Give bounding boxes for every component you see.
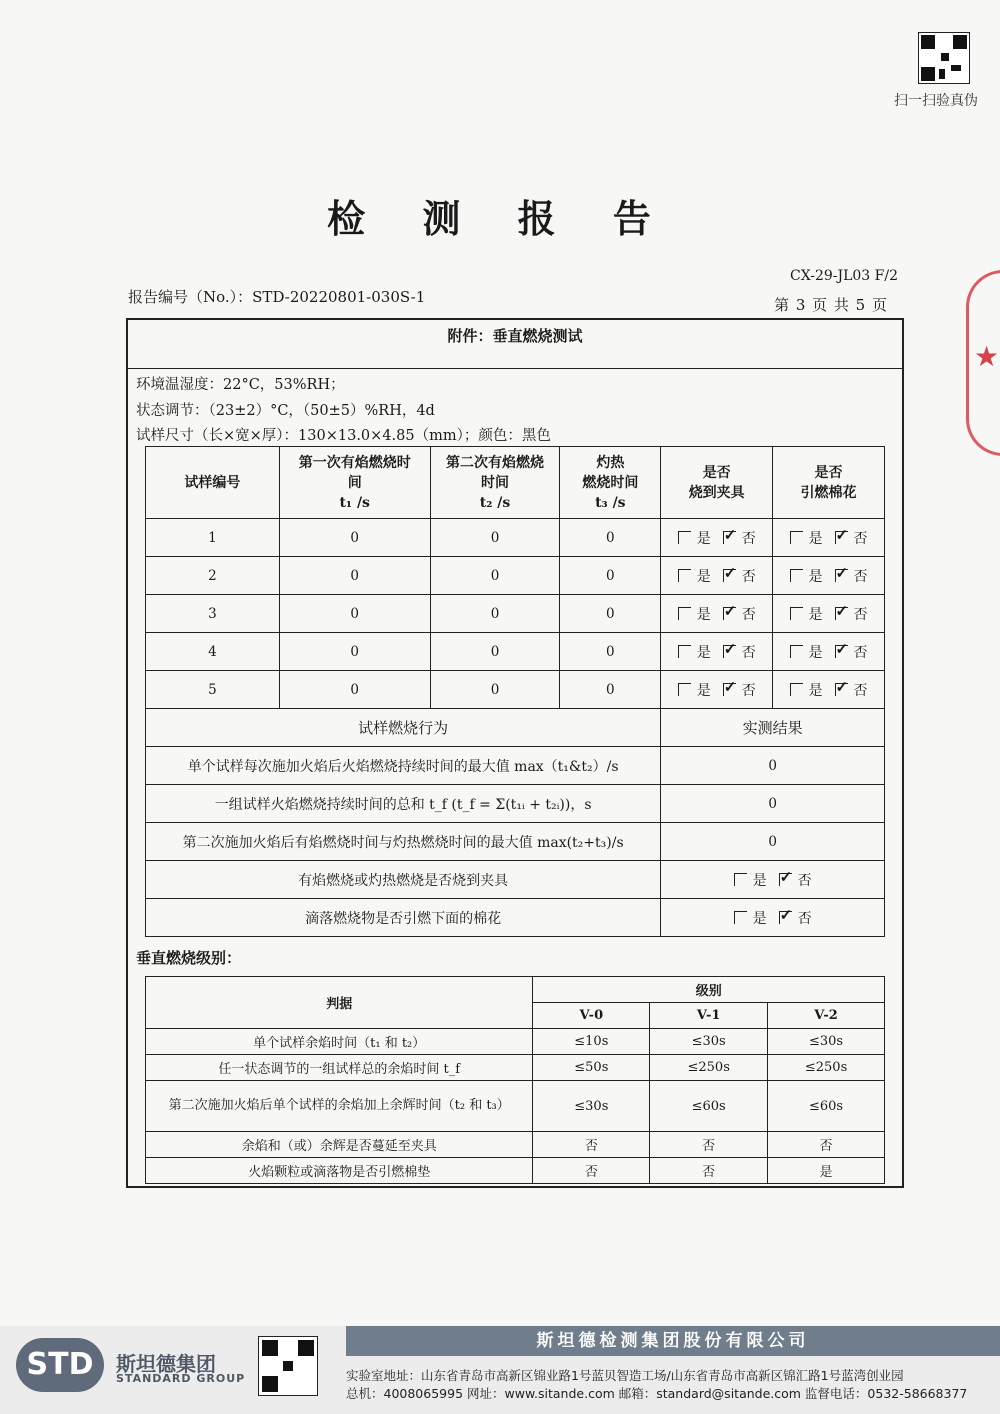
- header-clamp: [661, 447, 773, 519]
- header-t1: [279, 447, 430, 519]
- level-v2: V-2: [768, 1003, 885, 1029]
- table-row: [146, 1055, 885, 1081]
- checkbox-icon: [723, 607, 736, 620]
- checkbox-icon: [790, 531, 803, 544]
- header-t2: [430, 447, 560, 519]
- no-label: 否: [853, 606, 868, 623]
- checkbox-icon: [678, 645, 691, 658]
- yes-label: 是: [808, 606, 823, 623]
- report-number: 报告编号（No.）：STD-20220801-030S-1: [128, 288, 426, 306]
- behavior-result: [661, 899, 885, 937]
- table-row: [146, 785, 885, 823]
- criteria-value: 否: [650, 1132, 768, 1158]
- cotton-cell: [773, 519, 885, 557]
- header-cotton-line1: 是否: [814, 464, 843, 481]
- criteria-value: ≤50s: [533, 1055, 650, 1081]
- no-label: 否: [853, 568, 868, 585]
- sample-id: 3: [146, 595, 280, 633]
- header-t3: [560, 447, 661, 519]
- clamp-no-option[interactable]: [723, 645, 756, 661]
- no-label: 否: [741, 568, 756, 585]
- no-label: 否: [741, 530, 756, 547]
- no-label: 否: [741, 606, 756, 623]
- criteria-label: 余焰和（或）余辉是否蔓延至夹具: [146, 1132, 533, 1158]
- yes-label: 是: [808, 644, 823, 661]
- cotton-yes-option[interactable]: [790, 569, 823, 585]
- behavior-label: 第二次施加火焰后有焰燃烧时间与灼热燃烧时间的最大值 max(t₂+t₃)/s: [146, 823, 661, 861]
- company-name-band: 斯坦德检测集团股份有限公司: [346, 1326, 1000, 1356]
- behavior-label: 滴落燃烧物是否引燃下面的棉花: [146, 899, 661, 937]
- attachment-title: 附件：垂直燃烧测试: [447, 327, 583, 345]
- footer-qr-code[interactable]: [258, 1336, 318, 1396]
- clamp-yes-option[interactable]: [678, 569, 711, 585]
- result-no-option[interactable]: [779, 911, 812, 927]
- no-label: 否: [853, 530, 868, 547]
- behavior-label: 单个试样每次施加火焰后火焰燃烧持续时间的最大值 max（t₁&t₂）/s: [146, 747, 661, 785]
- std-logo: STD: [16, 1338, 104, 1392]
- criteria-header: 判据: [146, 977, 533, 1029]
- criteria-label: 火焰颗粒或滴落物是否引燃棉垫: [146, 1158, 533, 1184]
- checkbox-icon: [835, 645, 848, 658]
- lab-address: 实验室地址：山东省青岛市高新区锦业路1号蓝贝智造工场/山东省青岛市高新区锦汇路1号蓝湾创业园: [346, 1368, 904, 1383]
- criteria-value: ≤250s: [768, 1055, 885, 1081]
- condition-sample-size: 试样尺寸（长×宽×厚）：130×13.0×4.85（mm）；颜色：黑色: [136, 428, 551, 444]
- sample-t2: 0: [430, 671, 560, 709]
- page-indicator: 第 3 页 共 5 页: [774, 296, 888, 314]
- clamp-no-option[interactable]: [723, 569, 756, 585]
- table-row: [146, 595, 885, 633]
- header-cotton-line2: 引燃棉花: [800, 484, 857, 501]
- level-v1: V-1: [650, 1003, 768, 1029]
- clamp-yes-option[interactable]: [678, 531, 711, 547]
- header-t2-line2: 时间: [481, 474, 509, 491]
- sample-t1: 0: [279, 671, 430, 709]
- criteria-value: ≤60s: [650, 1081, 768, 1132]
- table-row: [146, 633, 885, 671]
- header-cotton: [773, 447, 885, 519]
- criteria-label: 任一状态调节的一组试样总的余焰时间 t_f: [146, 1055, 533, 1081]
- header-t2-unit: t₂ /s: [479, 494, 511, 511]
- clamp-no-option[interactable]: [723, 683, 756, 699]
- sample-id: 4: [146, 633, 280, 671]
- behavior-result: 0: [661, 785, 885, 823]
- checkbox-icon: [734, 911, 747, 924]
- checkbox-icon: [790, 683, 803, 696]
- cotton-no-option[interactable]: [835, 607, 868, 623]
- table-row: [146, 519, 885, 557]
- table-row: [146, 557, 885, 595]
- yes-label: 是: [808, 530, 823, 547]
- cotton-no-option[interactable]: [835, 531, 868, 547]
- grade-title: 垂直燃烧级别：: [136, 949, 242, 967]
- cotton-no-option[interactable]: [835, 569, 868, 585]
- criteria-value: 是: [768, 1158, 885, 1184]
- brand-name-cn: 斯坦德集团: [116, 1352, 216, 1376]
- table-row: [146, 671, 885, 709]
- header-sample-id: 试样编号: [146, 447, 280, 519]
- criteria-value: ≤10s: [533, 1029, 650, 1055]
- header-t3-unit: t₃ /s: [595, 494, 626, 511]
- checkbox-icon: [678, 569, 691, 582]
- criteria-value: 否: [533, 1158, 650, 1184]
- header-t3-line2: 燃烧时间: [582, 474, 639, 491]
- criteria-value: 否: [533, 1132, 650, 1158]
- criteria-label: 第二次施加火焰后单个试样的余焰加上余辉时间（t₂ 和 t₃）: [146, 1081, 533, 1132]
- checkbox-icon: [790, 569, 803, 582]
- criteria-value: ≤30s: [768, 1029, 885, 1055]
- condition-humidity: 环境温湿度：22°C，53%RH；: [136, 377, 345, 393]
- header-t1-line1: 第一次有焰燃烧时: [298, 454, 411, 471]
- sample-t3: 0: [560, 633, 661, 671]
- yes-label: 是: [696, 530, 711, 547]
- cotton-yes-option[interactable]: [790, 607, 823, 623]
- cotton-yes-option[interactable]: [790, 531, 823, 547]
- sample-t3: 0: [560, 595, 661, 633]
- checkbox-icon: [723, 569, 736, 582]
- cotton-no-option[interactable]: [835, 645, 868, 661]
- cotton-cell: [773, 557, 885, 595]
- header-t1-unit: t₁ /s: [339, 494, 370, 511]
- checkbox-icon: [835, 683, 848, 696]
- sample-t1: 0: [279, 557, 430, 595]
- yes-label: 是: [808, 682, 823, 699]
- sample-t2: 0: [430, 519, 560, 557]
- sample-t3: 0: [560, 557, 661, 595]
- sample-t3: 0: [560, 671, 661, 709]
- yes-label: 是: [752, 910, 767, 927]
- clamp-yes-option[interactable]: [678, 683, 711, 699]
- checkbox-icon: [779, 911, 792, 924]
- header-t1-line2: 间: [347, 474, 362, 491]
- clamp-cell: [661, 519, 773, 557]
- behavior-result: 0: [661, 747, 885, 785]
- sample-t1: 0: [279, 633, 430, 671]
- result-header: 实测结果: [661, 709, 885, 747]
- clamp-no-option[interactable]: [723, 607, 756, 623]
- clamp-cell: [661, 595, 773, 633]
- criteria-value: ≤30s: [533, 1081, 650, 1132]
- sample-id: 1: [146, 519, 280, 557]
- criteria-value: ≤60s: [768, 1081, 885, 1132]
- grade-criteria-table: [145, 976, 885, 1184]
- table-row: [146, 823, 885, 861]
- checkbox-icon: [779, 873, 792, 886]
- cotton-cell: [773, 671, 885, 709]
- result-yes-option[interactable]: [734, 873, 767, 889]
- sample-id: 2: [146, 557, 280, 595]
- no-label: 否: [797, 872, 812, 889]
- behavior-result: [661, 861, 885, 899]
- sample-id: 5: [146, 671, 280, 709]
- clamp-cell: [661, 671, 773, 709]
- level-header: 级别: [533, 977, 885, 1003]
- sample-t2: 0: [430, 557, 560, 595]
- sample-t1: 0: [279, 519, 430, 557]
- yes-label: 是: [808, 568, 823, 585]
- brand-name-en: STANDARD GROUP: [116, 1372, 246, 1385]
- scan-verify-label: 扫一扫验真伪: [894, 93, 978, 109]
- no-label: 否: [853, 644, 868, 661]
- criteria-value: ≤250s: [650, 1055, 768, 1081]
- checkbox-icon: [790, 645, 803, 658]
- cotton-cell: [773, 633, 885, 671]
- header-t3-line1: 灼热: [596, 454, 625, 471]
- cotton-cell: [773, 595, 885, 633]
- table-row: [146, 747, 885, 785]
- no-label: 否: [741, 682, 756, 699]
- level-v0: V-0: [533, 1003, 650, 1029]
- table-row: [146, 1132, 885, 1158]
- criteria-value: 否: [650, 1158, 768, 1184]
- clamp-cell: [661, 557, 773, 595]
- checkbox-icon: [723, 645, 736, 658]
- criteria-value: 否: [768, 1132, 885, 1158]
- cotton-yes-option[interactable]: [790, 683, 823, 699]
- yes-label: 是: [752, 872, 767, 889]
- clamp-no-option[interactable]: [723, 531, 756, 547]
- header-clamp-line1: 是否: [702, 464, 731, 481]
- sample-t3: 0: [560, 519, 661, 557]
- behavior-header: 试样燃烧行为: [146, 709, 661, 747]
- behavior-label: 有焰燃烧或灼热燃烧是否烧到夹具: [146, 861, 661, 899]
- condition-conditioning: 状态调节：（23±2）°C，（50±5）%RH，4d: [136, 403, 435, 419]
- sample-t2: 0: [430, 595, 560, 633]
- yes-label: 是: [696, 682, 711, 699]
- checkbox-icon: [723, 531, 736, 544]
- result-no-option[interactable]: [779, 873, 812, 889]
- checkbox-icon: [835, 607, 848, 620]
- header-t2-line1: 第二次有焰燃烧: [446, 454, 544, 471]
- checkbox-icon: [678, 683, 691, 696]
- behavior-result: 0: [661, 823, 885, 861]
- checkbox-icon: [835, 569, 848, 582]
- cotton-no-option[interactable]: [835, 683, 868, 699]
- checkbox-icon: [734, 873, 747, 886]
- table-row: [146, 861, 885, 899]
- checkbox-icon: [790, 607, 803, 620]
- result-yes-option[interactable]: [734, 911, 767, 927]
- no-label: 否: [741, 644, 756, 661]
- contact-info: 总机：4008065995 网址：www.sitande.com 邮箱：standard@sitande.com 监督电话：0532-58668377: [346, 1386, 968, 1401]
- criteria-label: 单个试样余焰时间（t₁ 和 t₂）: [146, 1029, 533, 1055]
- header-clamp-line2: 烧到夹具: [688, 484, 745, 501]
- table-row: [146, 1081, 885, 1132]
- burning-test-table: [145, 446, 885, 937]
- yes-label: 是: [696, 606, 711, 623]
- sample-t1: 0: [279, 595, 430, 633]
- criteria-value: ≤30s: [650, 1029, 768, 1055]
- no-label: 否: [797, 910, 812, 927]
- divider: [128, 368, 902, 369]
- checkbox-icon: [678, 607, 691, 620]
- sample-t2: 0: [430, 633, 560, 671]
- table-row: [146, 899, 885, 937]
- clamp-yes-option[interactable]: [678, 645, 711, 661]
- table-row: [146, 1029, 885, 1055]
- table-row: [146, 1158, 885, 1184]
- form-code: CX-29-JL03 F/2: [790, 268, 898, 284]
- checkbox-icon: [723, 683, 736, 696]
- verification-qr-code[interactable]: [918, 32, 970, 84]
- no-label: 否: [853, 682, 868, 699]
- yes-label: 是: [696, 568, 711, 585]
- clamp-cell: [661, 633, 773, 671]
- clamp-yes-option[interactable]: [678, 607, 711, 623]
- report-title: 检 测 报 告: [327, 196, 673, 241]
- checkbox-icon: [835, 531, 848, 544]
- cotton-yes-option[interactable]: [790, 645, 823, 661]
- yes-label: 是: [696, 644, 711, 661]
- seal-star-icon: ★: [974, 340, 1000, 373]
- checkbox-icon: [678, 531, 691, 544]
- behavior-label: 一组试样火焰燃烧持续时间的总和 t_f (t_f = Σ(t₁ᵢ + t₂ᵢ))，s: [146, 785, 661, 823]
